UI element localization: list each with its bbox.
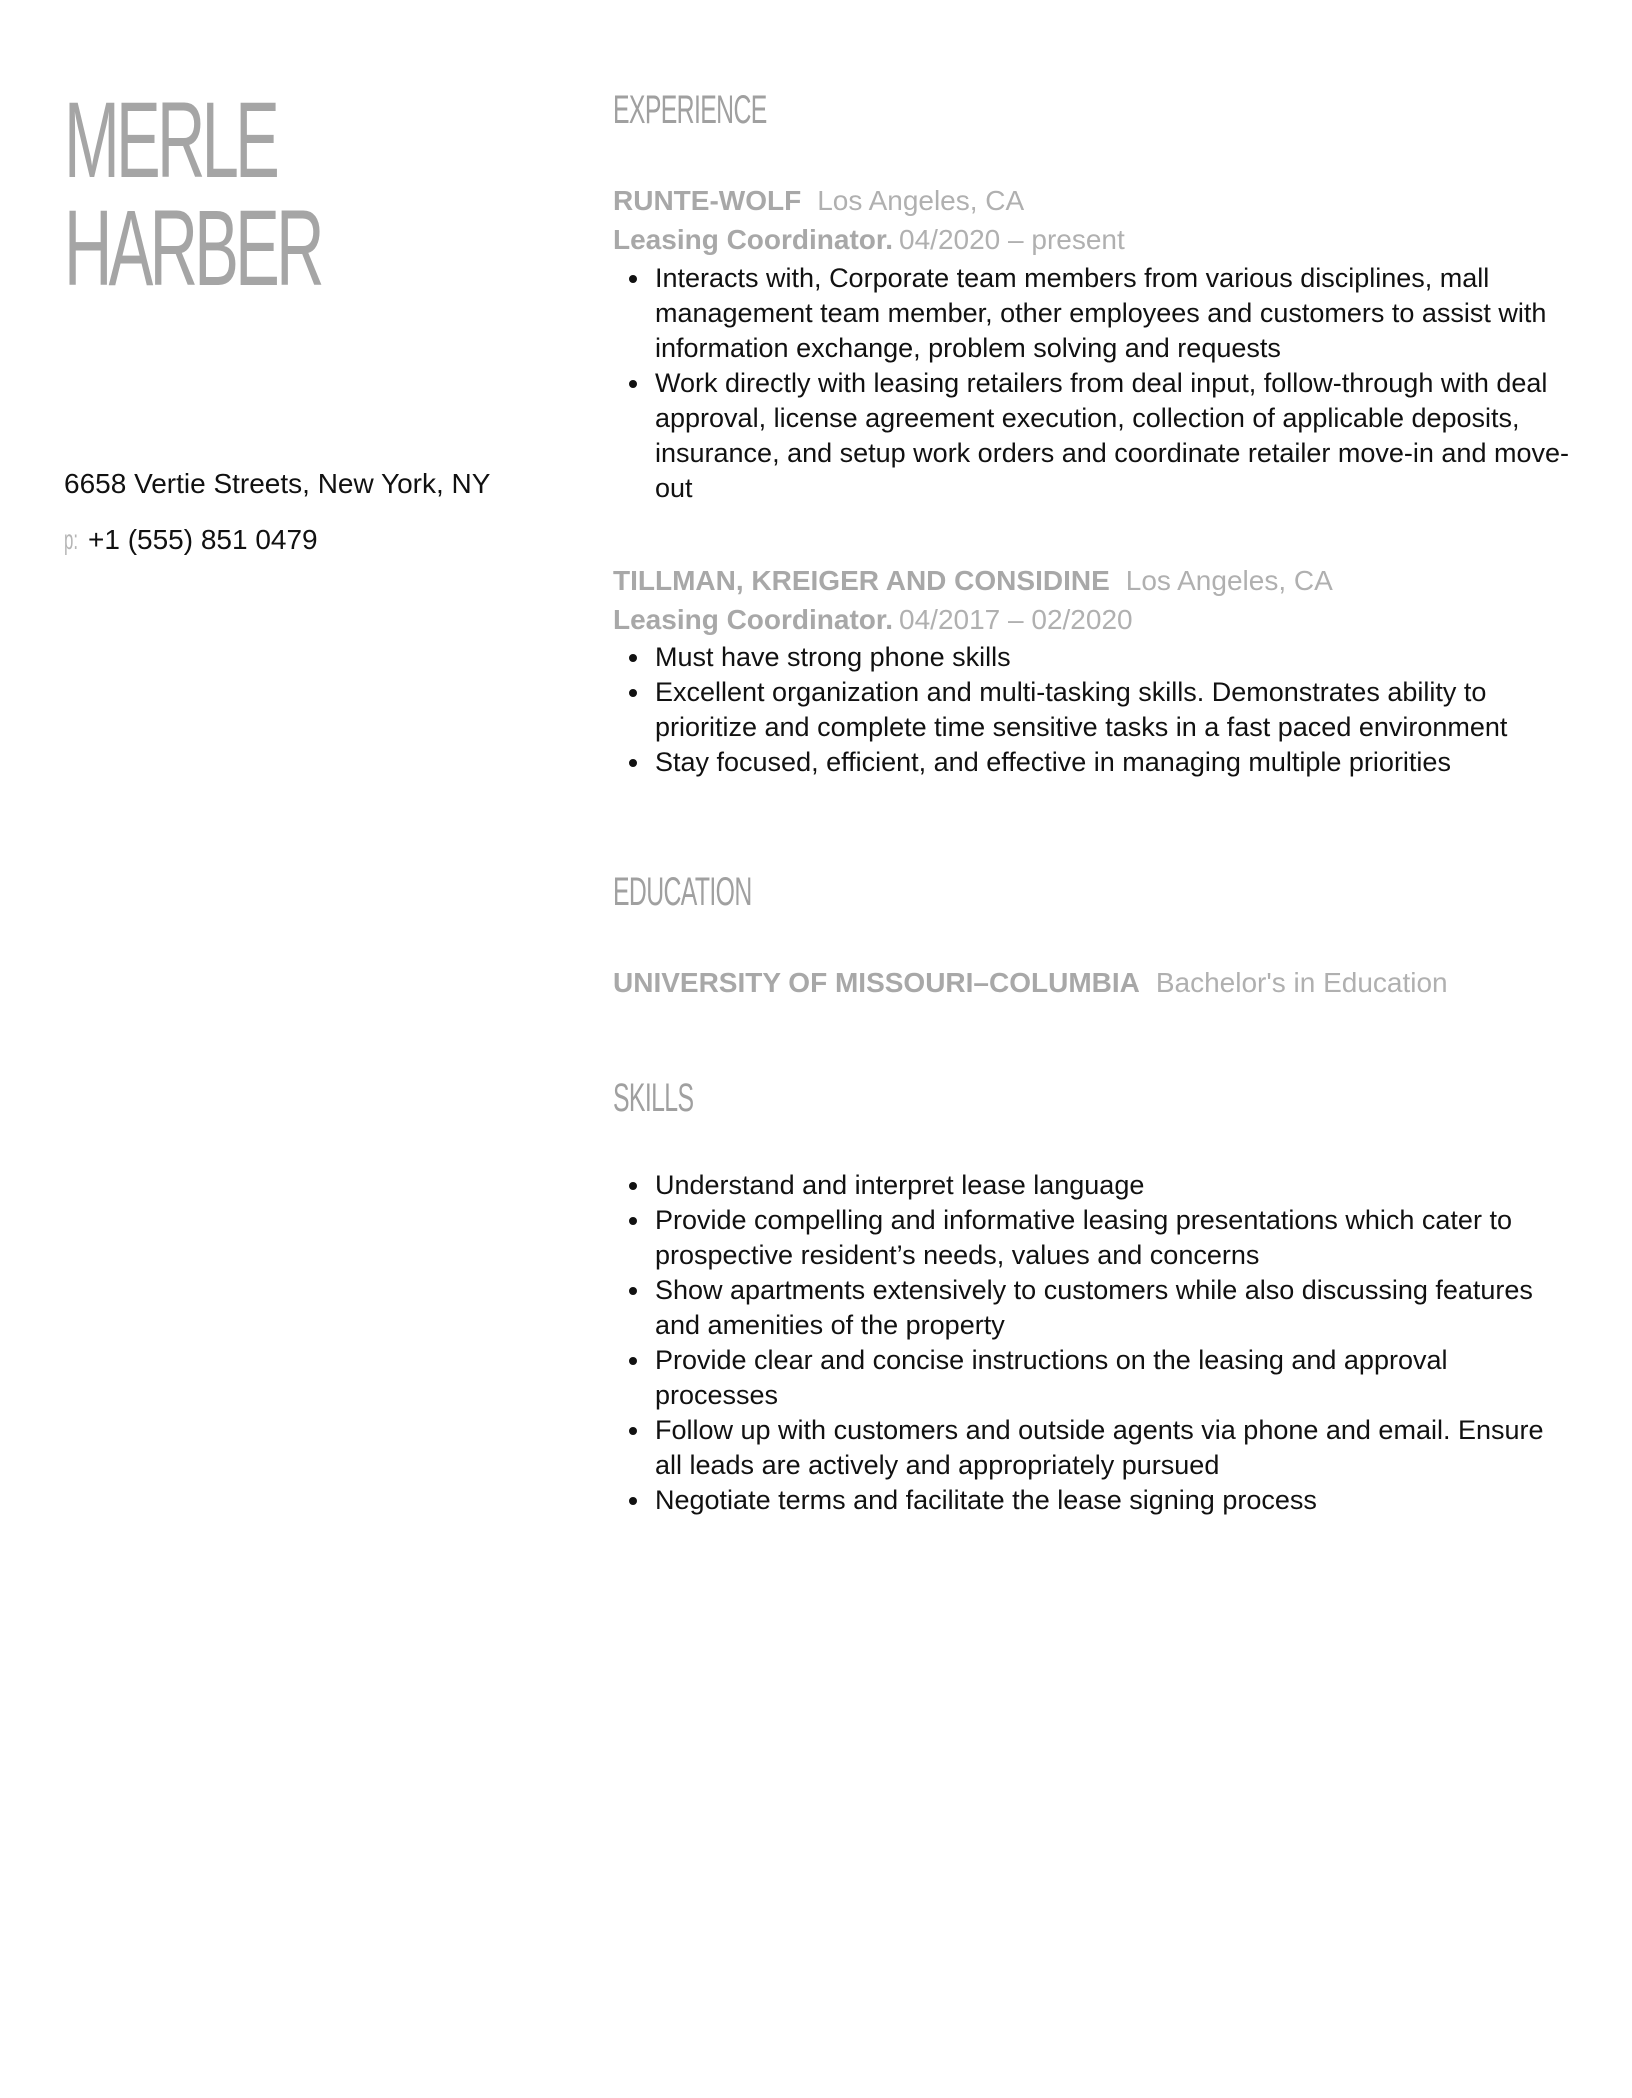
- first-name: MERLE: [64, 79, 277, 200]
- candidate-name: [64, 79, 321, 308]
- job-role-2: [613, 602, 1133, 638]
- list-item: Stay focused, efficient, and effective in managing multiple priorities: [613, 745, 1573, 780]
- list-item: Provide clear and concise instructions on the leasing and approval processes: [613, 1343, 1573, 1413]
- list-item: Work directly with leasing retailers from deal input, follow-through with deal approval, license agreement execution, collection of applicable deposits, insurance, and setup work orders and coordinate retailer move-in and move-out: [613, 366, 1573, 506]
- job-header-1: [613, 183, 1024, 219]
- list-item: Understand and interpret lease language: [613, 1168, 1573, 1203]
- list-item: Must have strong phone skills: [613, 640, 1573, 675]
- company-name: TILLMAN, KREIGER AND CONSIDINE: [613, 565, 1110, 596]
- experience-heading: EXPERIENCE: [613, 88, 767, 132]
- degree: Bachelor's in Education: [1155, 967, 1448, 998]
- company-name: RUNTE-WOLF: [613, 185, 802, 216]
- list-item: Provide compelling and informative leasing presentations which cater to prospective resident’s needs, values and concerns: [613, 1203, 1573, 1273]
- school-name: UNIVERSITY OF MISSOURI–COLUMBIA: [613, 967, 1140, 998]
- job-dates: 04/2017 – 02/2020: [899, 604, 1133, 635]
- contact-address: 6658 Vertie Streets, New York, NY: [64, 468, 491, 499]
- education-heading: EDUCATION: [613, 870, 752, 914]
- list-item: Negotiate terms and facilitate the lease signing process: [613, 1483, 1573, 1518]
- phone-number: +1 (555) 851 0479: [88, 524, 318, 555]
- skills-heading: SKILLS: [613, 1076, 694, 1120]
- job-title: Leasing Coordinator.: [613, 604, 894, 635]
- job-1-bullets: [613, 261, 1573, 506]
- list-item: Follow up with customers and outside agents via phone and email. Ensure all leads are actively and appropriately pursued: [613, 1413, 1573, 1483]
- job-title: Leasing Coordinator.: [613, 224, 894, 255]
- list-item: Show apartments extensively to customers while also discussing features and amenities of the property: [613, 1273, 1573, 1343]
- list-item: Excellent organization and multi-tasking skills. Demonstrates ability to prioritize and complete time sensitive tasks in a fast paced environment: [613, 675, 1573, 745]
- education-entry: [613, 965, 1448, 1001]
- phone-prefix-label: p:: [64, 524, 79, 555]
- contact-phone: [64, 522, 318, 558]
- job-2-bullets: [613, 640, 1573, 780]
- job-location: Los Angeles, CA: [1125, 565, 1333, 596]
- job-dates: 04/2020 – present: [899, 224, 1125, 255]
- job-location: Los Angeles, CA: [817, 185, 1025, 216]
- job-role-1: [613, 222, 1125, 258]
- job-header-2: [613, 563, 1333, 599]
- last-name: HARBER: [64, 187, 321, 308]
- list-item: Interacts with, Corporate team members from various disciplines, mall management team member, other employees and customers to assist with information exchange, problem solving and requests: [613, 261, 1573, 366]
- skills-list: [613, 1168, 1573, 1518]
